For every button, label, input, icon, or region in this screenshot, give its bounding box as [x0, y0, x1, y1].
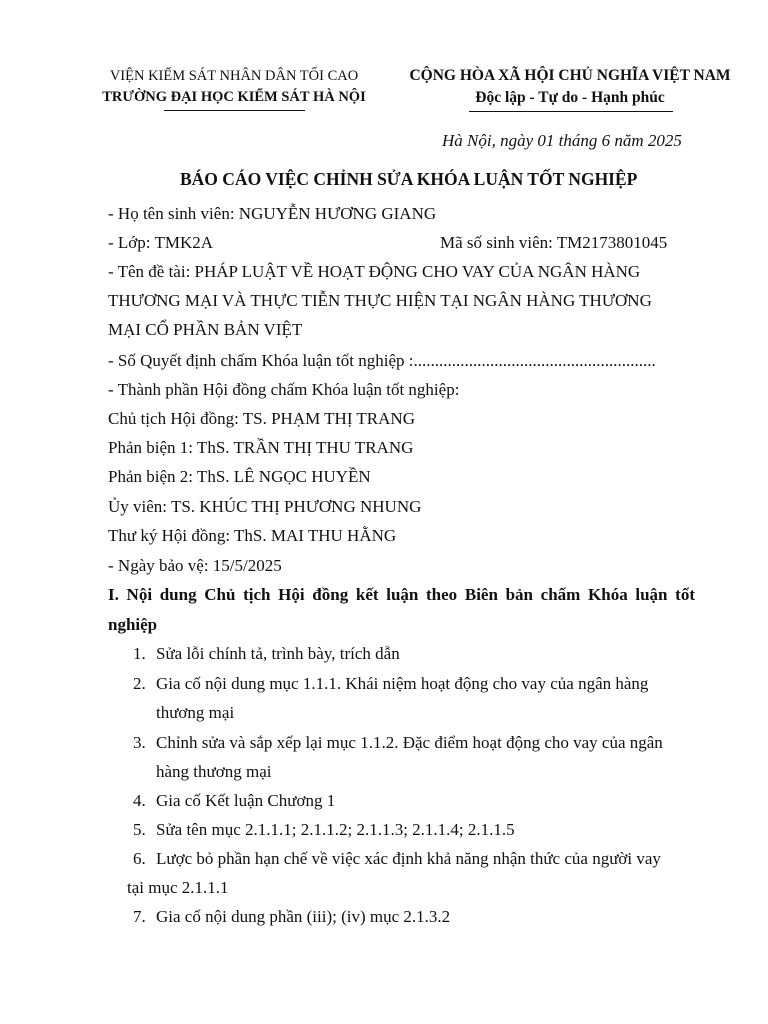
list-item-number: 7. [133, 907, 146, 926]
date-line: Hà Nội, ngày 01 tháng 6 năm 2025 [442, 131, 682, 150]
defense-date: - Ngày bảo vệ: 15/5/2025 [108, 556, 282, 575]
student-class: - Lớp: TMK2A [108, 233, 214, 252]
section-1-heading-line-1: I. Nội dung Chủ tịch Hội đồng kết luận theo Biên bản chấm Khóa luận tốt [108, 585, 695, 604]
list-item: Chỉnh sửa và sắp xếp lại mục 1.1.2. Đặc điểm hoạt động cho vay của ngân [156, 733, 663, 752]
list-item: Sửa lỗi chính tả, trình bày, trích dẫn [156, 644, 400, 663]
list-item: Gia cố nội dung phần (iii); (iv) mục 2.1.3.2 [156, 907, 451, 926]
list-item-continuation: tại mục 2.1.1.1 [127, 878, 229, 897]
topic-line-1: - Tên đề tài: PHÁP LUẬT VỀ HOẠT ĐỘNG CHO VAY CỦA NGÂN HÀNG [108, 262, 641, 281]
list-item-number: 6. [133, 849, 146, 868]
header-left [84, 66, 384, 108]
list-item-number: 1. [133, 644, 146, 663]
list-item-number: 3. [133, 733, 146, 752]
council-chair: Chủ tịch Hội đồng: TS. PHẠM THỊ TRANG [108, 409, 415, 428]
decision-number: - Số Quyết định chấm Khóa luận tốt nghiệp :......................................................... [108, 351, 656, 370]
document-title: BÁO CÁO VIỆC CHỈNH SỬA KHÓA LUẬN TỐT NGHIỆP [180, 169, 638, 189]
section-1-heading-line-2: nghiệp [108, 615, 158, 634]
list-item: Gia cố nội dung mục 1.1.1. Khái niệm hoạt động cho vay của ngân hàng [156, 674, 649, 693]
list-item: Sửa tên mục 2.1.1.1; 2.1.1.2; 2.1.1.3; 2.1.1.4; 2.1.1.5 [156, 820, 515, 839]
council-intro: - Thành phần Hội đồng chấm Khóa luận tốt nghiệp: [108, 380, 460, 399]
topic-line-3: MẠI CỔ PHẦN BẢN VIỆT [108, 320, 303, 339]
header-right-divider [469, 111, 673, 112]
list-item-number: 2. [133, 674, 146, 693]
list-item-continuation: hàng thương mại [156, 762, 272, 781]
student-id: Mã số sinh viên: TM2173801045 [440, 233, 668, 252]
school-name: TRƯỜNG ĐẠI HỌC KIỂM SÁT HÀ NỘI [102, 89, 366, 105]
list-item-number: 5. [133, 820, 146, 839]
list-item-number: 4. [133, 791, 146, 810]
council-reviewer-1: Phản biện 1: ThS. TRẦN THỊ THU TRANG [108, 438, 414, 457]
council-secretary: Thư ký Hội đồng: ThS. MAI THU HẰNG [108, 526, 397, 545]
list-item-continuation: thương mại [156, 703, 235, 722]
council-member: Ủy viên: TS. KHÚC THỊ PHƯƠNG NHUNG [108, 497, 422, 516]
list-item: Gia cố Kết luận Chương 1 [156, 791, 336, 810]
header-right [400, 66, 740, 110]
national-motto: Độc lập - Tự do - Hạnh phúc [475, 89, 665, 106]
student-name: - Họ tên sinh viên: NGUYỄN HƯƠNG GIANG [108, 204, 437, 223]
institute-name: VIỆN KIỂM SÁT NHÂN DÂN TỐI CAO [109, 68, 359, 84]
country-name: CỘNG HÒA XÃ HỘI CHỦ NGHĨA VIỆT NAM [409, 67, 731, 84]
topic-line-2: THƯƠNG MẠI VÀ THỰC TIỄN THỰC HIỆN TẠI NGÂN HÀNG THƯƠNG [108, 291, 652, 310]
header-left-divider [164, 110, 305, 111]
council-reviewer-2: Phản biện 2: ThS. LÊ NGỌC HUYỀN [108, 467, 371, 486]
list-item: Lược bỏ phần hạn chế về việc xác định khả năng nhận thức của người vay [156, 849, 661, 868]
